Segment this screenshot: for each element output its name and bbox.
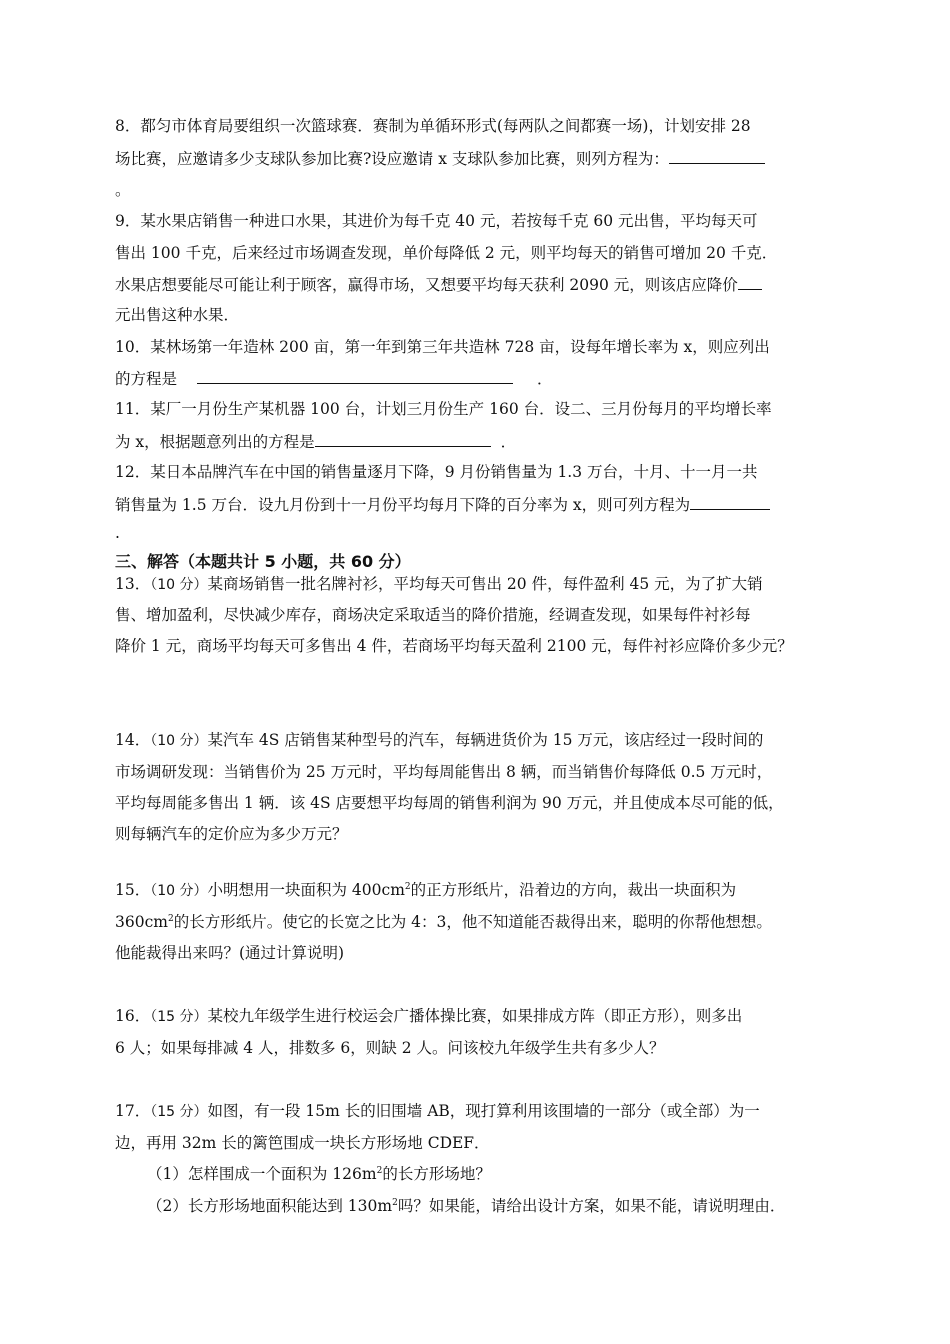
- q17-part2-b: 吗？如果能，请给出设计方案，如果不能，请说明理由．: [397, 1197, 786, 1215]
- q8-line2: [115, 148, 765, 169]
- q8-line3: 。: [115, 181, 131, 199]
- q13-line2: 售、增加盈利，尽快减少库存，商场决定采取适当的降价措施，经调查发现，如果每件衬衫每: [115, 606, 751, 624]
- q14-line1: [115, 730, 763, 751]
- q17-part2: [147, 1196, 785, 1216]
- q15-line2: [115, 912, 772, 932]
- q13-line3: 降价 1 元，商场平均每天可多售出 4 件，若商场平均每天盈利 2100 元，每件衬衫应降价多少元？: [115, 637, 793, 655]
- q13-text: 某商场销售一批名牌衬衫，平均每天可售出 20 件，每件盈利 45 元，为了扩大销: [207, 575, 763, 593]
- q9-line4: 元出售这种水果．: [115, 306, 240, 324]
- q17-part1-a: （1）怎样围成一个面积为 126m: [147, 1165, 377, 1183]
- q16-text: 某校九年级学生进行校运会广播体操比赛，如果排成方阵（即正方形），则多出: [207, 1007, 743, 1025]
- q12-line1: 12．某日本品牌汽车在中国的销售量逐月下降，9 月份销售量为 1.3 万台，十月、十一月一共: [115, 463, 758, 481]
- q16-line1: [115, 1006, 742, 1027]
- q15-text-a: 小明想用一块面积为 400cm: [207, 881, 405, 899]
- q16-line2: 6 人；如果每排减 4 人，排数多 6，则缺 2 人。问该校九年级学生共有多少人？: [115, 1039, 665, 1057]
- q17-line2: 边，再用 32m 长的篱笆围成一块长方形场地 CDEF．: [115, 1134, 490, 1152]
- q10-line2: [115, 368, 553, 389]
- q11-end: ．: [500, 433, 517, 451]
- superscript: 2: [376, 1165, 383, 1176]
- q14-number: 14．: [115, 731, 151, 749]
- q12-line2: [115, 494, 770, 515]
- answer-blank: [315, 431, 491, 447]
- q16-number: 16．: [115, 1007, 151, 1025]
- q10-text: 的方程是: [115, 370, 178, 388]
- q9-text: 水果店想要能尽可能让利于顾客，赢得市场，又想要平均每天获利 2090 元，则该店应降价: [115, 276, 738, 294]
- q13-score: （10 分）: [150, 577, 208, 593]
- answer-blank: [197, 368, 513, 384]
- q17-number: 17．: [115, 1102, 151, 1120]
- q14-text: 某汽车 4S 店销售某种型号的汽车，每辆进货价为 15 万元，该店经过一段时间的: [207, 731, 764, 749]
- section-heading: 三、解答（本题共计 5 小题，共 60 分）: [115, 552, 411, 571]
- q17-line1: [115, 1101, 760, 1122]
- q8-text: 场比赛，应邀请多少支球队参加比赛?设应邀请 x 支球队参加比赛，则列方程为：: [115, 150, 669, 168]
- superscript: 2: [167, 913, 174, 924]
- q11-text: 为 x，根据题意列出的方程是: [115, 433, 315, 451]
- answer-blank: [738, 274, 762, 290]
- q14-line3: 平均每周能多售出 1 辆．该 4S 店要想平均每周的销售利润为 90 万元，并且使成本尽可能的低，: [115, 794, 784, 812]
- superscript: 2: [392, 1197, 398, 1208]
- q11-line1: 11．某厂一月份生产某机器 100 台，计划三月份生产 160 台．设二、三月份每月的平均增长率: [115, 400, 772, 418]
- q17-part1-b: 的长方形场地？: [382, 1165, 491, 1183]
- q15-score: （10 分）: [150, 883, 208, 899]
- q14-score: （10 分）: [150, 733, 208, 749]
- q9-line3: [115, 274, 762, 295]
- q15-text-d: 的长方形纸片。使它的长宽之比为 4：3，他不知道能否裁得出来，聪明的你帮他想想。: [173, 913, 772, 931]
- q17-part1: [147, 1164, 491, 1184]
- q14-line2: 市场调研发现：当销售价为 25 万元时，平均每周能售出 8 辆，而当销售价每降低 0.5 万元时，: [115, 763, 773, 781]
- q9-line2: 售出 100 千克，后来经过市场调查发现，单价每降低 2 元，则平均每天的销售可增加 20 千克．: [115, 244, 778, 262]
- q10-end: ．: [537, 370, 553, 388]
- q17-text: 如图，有一段 15m 长的旧围墙 AB，现打算利用该围墙的一部分（或全部）为一: [207, 1102, 760, 1120]
- q15-text-c: 360cm: [115, 913, 168, 931]
- q17-part2-a: （2）长方形场地面积能达到 130m: [147, 1197, 393, 1215]
- q8-line1: 8．都匀市体育局要组织一次篮球赛．赛制为单循环形式(每两队之间都赛一场)，计划安排 28: [115, 117, 751, 135]
- q13-number: 13．: [115, 575, 151, 593]
- q15-line3: 他能裁得出来吗？(通过计算说明): [115, 944, 345, 962]
- q11-line2: [115, 431, 516, 452]
- q15-number: 15．: [115, 881, 151, 899]
- answer-blank: [669, 148, 765, 164]
- q14-line4: 则每辆汽车的定价应为多少万元？: [115, 825, 348, 843]
- q16-score: （15 分）: [150, 1009, 208, 1025]
- answer-blank: [690, 494, 770, 510]
- q10-line1: 10．某林场第一年造林 200 亩，第一年到第三年共造林 728 亩，设每年增长率为 x，则应列出: [115, 338, 770, 356]
- q12-line3: .: [115, 524, 120, 542]
- q12-text: 销售量为 1.5 万台．设九月份到十一月份平均每月下降的百分率为 x，则可列方程为: [115, 496, 691, 514]
- q15-text-b: 的正方形纸片，沿着边的方向，裁出一块面积为: [410, 881, 737, 899]
- superscript: 2: [404, 881, 411, 892]
- q17-score: （15 分）: [150, 1104, 208, 1120]
- q9-line1: 9．某水果店销售一种进口水果，其进价为每千克 40 元，若按每千克 60 元出售，平均每天可: [115, 212, 758, 230]
- q13-line1: [115, 574, 763, 595]
- q15-line1: [115, 880, 736, 901]
